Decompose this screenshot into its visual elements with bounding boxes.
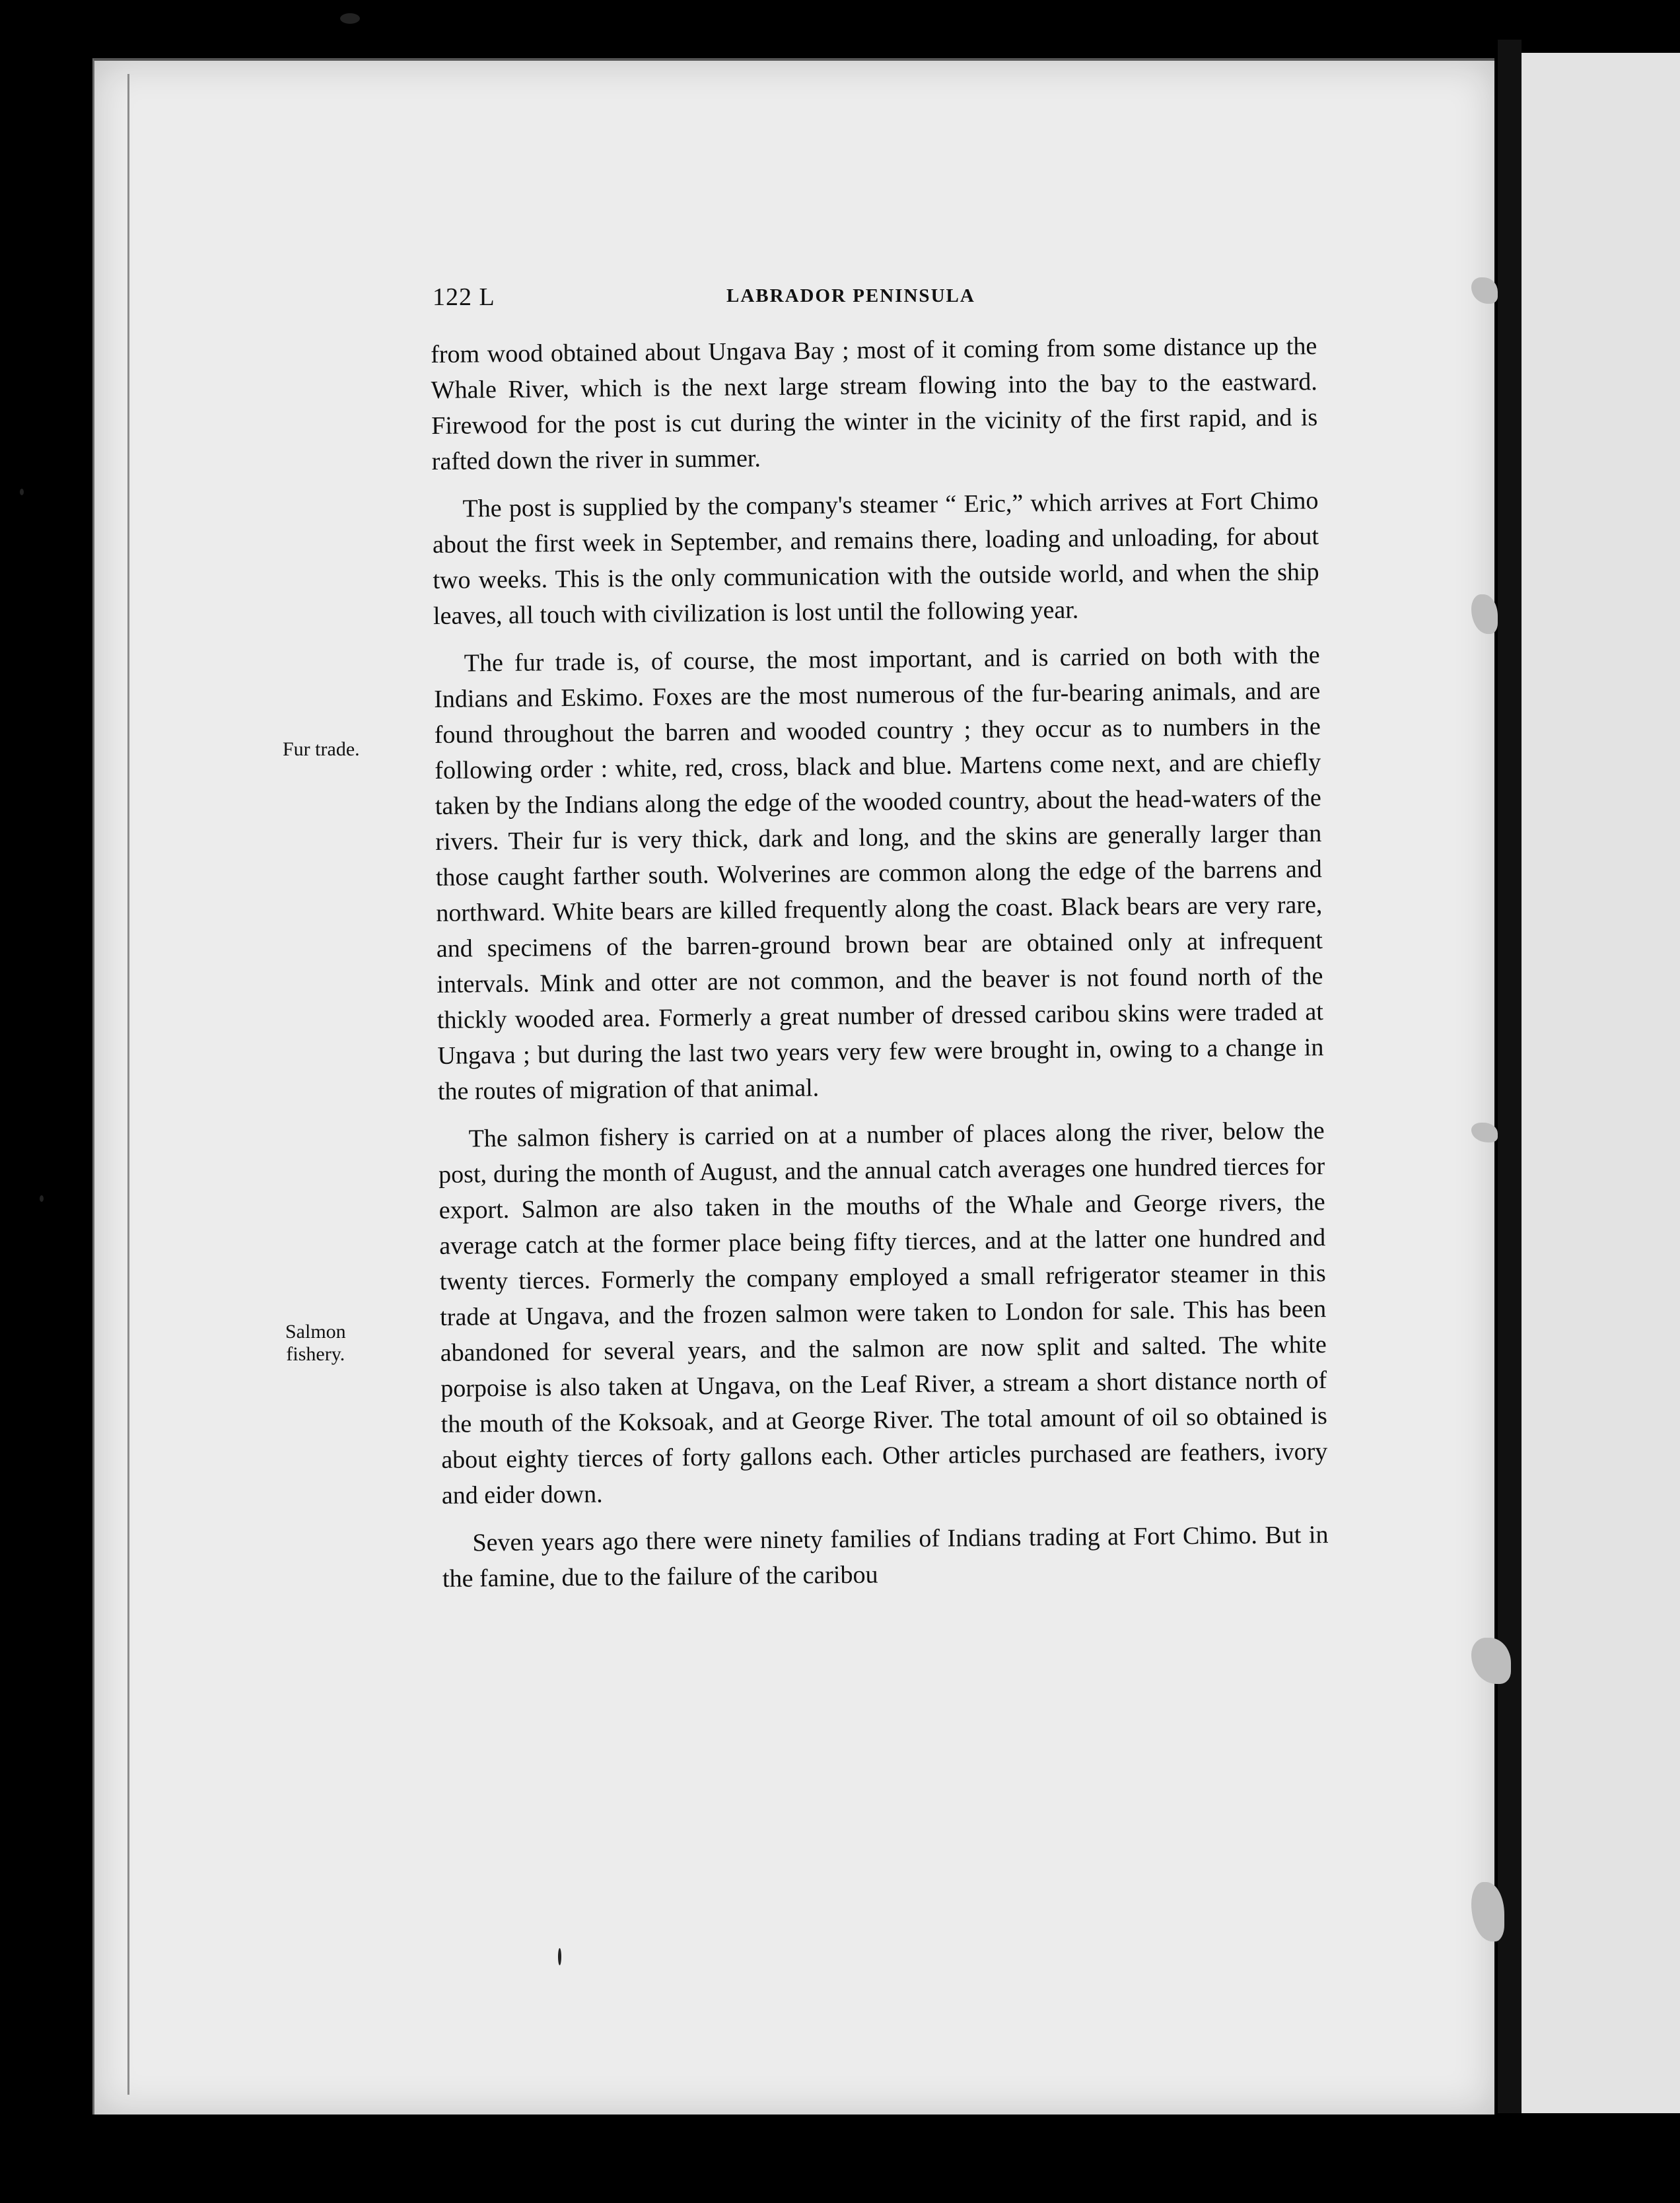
paragraph-salmon-fishery: The salmon fishery is carried on at a number of places along the river, below the post, during the month of August, and the annual catch averages one hundred tierces for export. Salmon are also taken in the mouths of the Whale and George rivers, the average catch at the former place being fifty tierces, and at the latter one hundred and twenty tierces. Formerly the company employed a small refrigerator steamer in this trade at Ungava, and the frozen salmon were taken to London for sale. This has been abandoned for several years, and the salmon are now split and salted. The white porpoise is also taken at Ungava, on the Leaf River, a stream a short distance north of the mouth of the Koksoak, and at George River. The total amount of oil so obtained is about eighty tierces of forty gallons each. Other articles purchased are feathers, ivory and eider down. [438,1117,1328,1510]
page-edge-line [127,74,129,2095]
running-head: LABRADOR PENINSULA [726,285,975,306]
paragraph-fur-trade: The fur trade is, of course, the most important, and is carried on both with the Indians and Eskimo. Foxes are the most numerous of the fur-bearing animals, and are found throughout the barren and wooded country ; they occur as to numbers in the following order : white, red, cross, black and blue. Martens come next, and are chiefly taken by the Indians along the edge of the wooded country, about the head-waters of the rivers. Their fur is very thick, dark and long, and the skins are generally larger than those caught farther south. Wolverines are common along the edge of the barrens and northward. White bears are killed frequently along the coast. Black bears are very rare, and specimens of the barren-ground brown bear are obtained only at infrequent intervals. Mink and otter are not common, and the beaver is not found north of the thickly wooded area. Formerly a great number of dressed caribou skins were traded at Ungava ; but during the last two years very few were brought in, owing to a change in the routes of migration of that animal. [434,641,1324,1105]
paragraph-indian-families: Seven years ago there were ninety families of Indians trading at Fort Chimo. But in the famine, due to the failure of the caribou [442,1521,1329,1593]
scan-speck [20,489,24,495]
margin-note-fur-trade [283,738,360,761]
book-spine [1498,40,1522,2113]
scan-speck [558,1948,561,1965]
margin-note-text: fishery. [286,1343,345,1365]
body-text [431,328,1329,1609]
adjacent-page [1522,53,1680,2113]
scan-speck [340,13,360,24]
margin-note-text: Fur trade. [283,738,360,760]
page-header [433,283,1311,322]
margin-note-salmon-fishery [285,1321,346,1366]
margin-note-text: Salmon [285,1321,346,1343]
paragraph-steamer: The post is supplied by the company's steamer “ Eric,” which arrives at Fort Chimo about the first week in September, and remains there, loading and unloading, for about two weeks. This is the only communication with the outside world, and when the ship leaves, all touch with civilization is lost until the following year. [432,487,1319,630]
page-number: 122 L [433,283,495,311]
paragraph-firewood: from wood obtained about Ungava Bay ; most of it coming from some distance up the Whale River, which is the next large stream flowing into the bay to the eastward. Firewood for the post is cut during the winter in the vicinity of the first rapid, and is rafted down the river in summer. [431,332,1318,475]
scan-speck [40,1195,44,1202]
